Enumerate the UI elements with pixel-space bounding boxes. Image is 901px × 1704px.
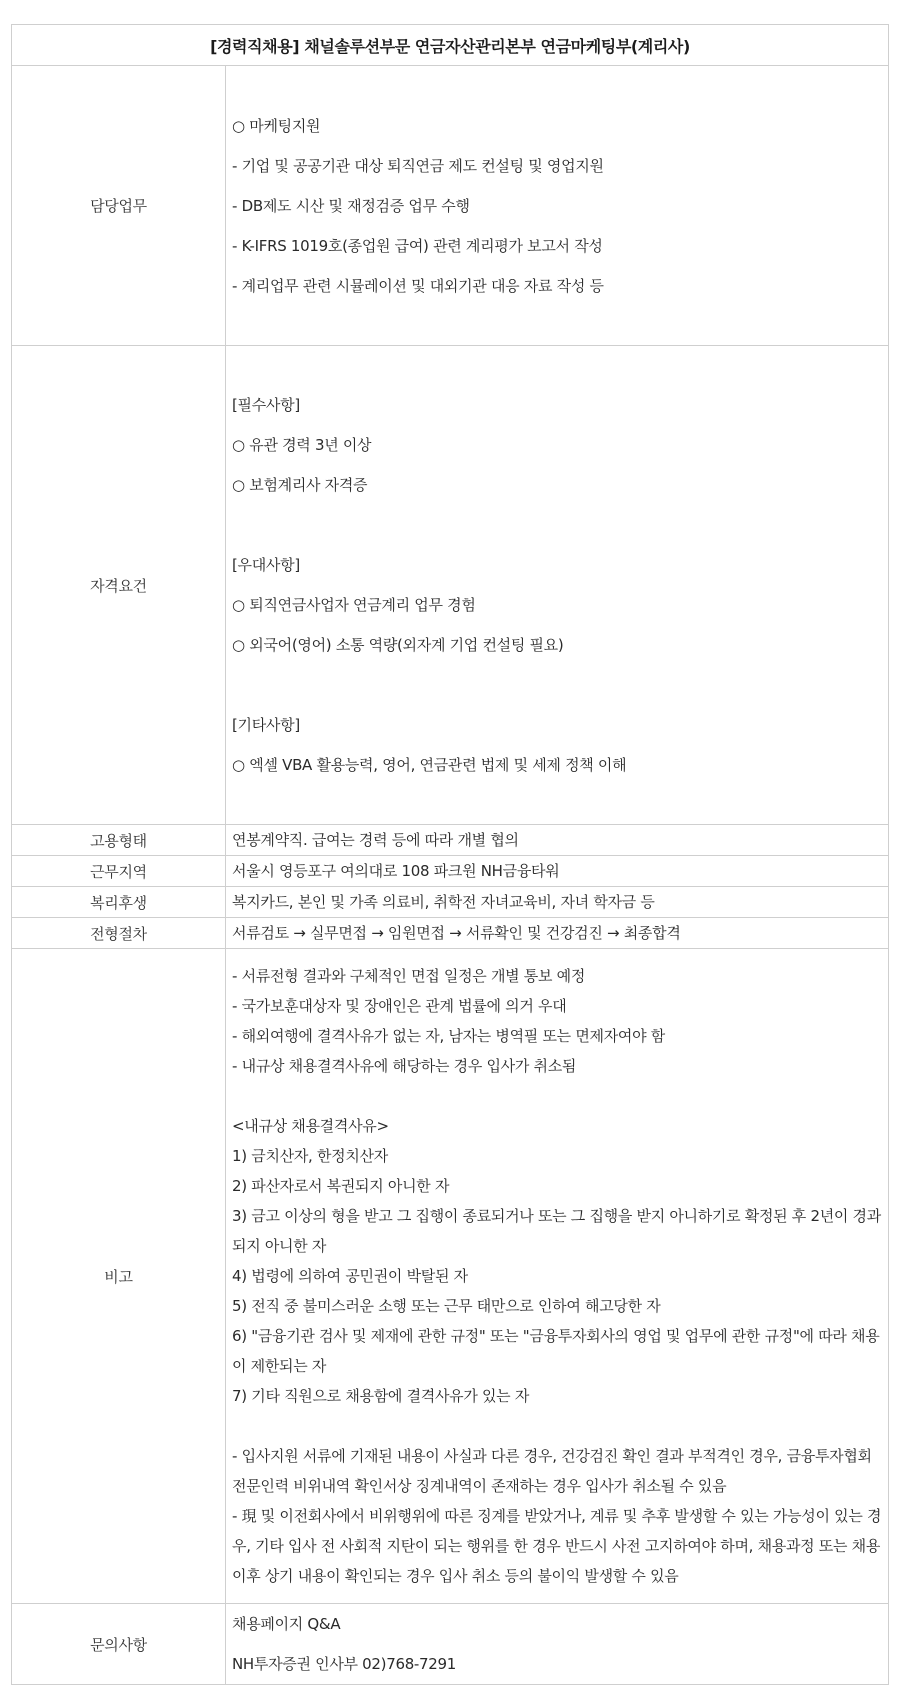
duty-line: - 기업 및 공공기관 대상 퇴직연금 제도 컨설팅 및 영업지원 (232, 156, 604, 175)
qualification-row (12, 346, 889, 825)
disqualification-item: 7) 기타 직원으로 채용함에 결격사유가 있는 자 (232, 1387, 530, 1405)
duty-label: 담당업무 (12, 66, 226, 346)
note-item: - 내규상 채용결격사유에 해당하는 경우 입사가 취소됨 (232, 1057, 577, 1075)
location-value (226, 856, 889, 887)
qualification-content (226, 346, 889, 825)
benefits-value (226, 887, 889, 918)
duty-line: - K-IFRS 1019호(종업원 급여) 관련 계리평가 보고서 작성 (232, 236, 603, 255)
other-heading: [기타사항] (232, 716, 300, 734)
notes-content (226, 949, 889, 1604)
duty-row (12, 66, 889, 346)
employment-text: 연봉계약직. 급여는 경력 등에 따라 개별 협의 (232, 831, 519, 849)
note-item: - 서류전형 결과와 구체적인 면접 일정은 개별 통보 예정 (232, 967, 586, 985)
spacer (232, 1081, 886, 1111)
spacer (232, 665, 884, 705)
preferred-item: ○ 외국어(영어) 소통 역량(외자계 기업 컨설팅 필요) (232, 636, 564, 654)
contact-content (226, 1604, 889, 1685)
duty-line: - DB제도 시산 및 재정검증 업무 수행 (232, 196, 470, 215)
disqualification-item: 3) 금고 이상의 형을 받고 그 집행이 종료되거나 또는 그 집행을 받지 아니하기로 확정된 후 2년이 경과되지 아니한 자 (232, 1207, 881, 1255)
contact-phone: NH투자증권 인사부 02)768-7291 (232, 1655, 457, 1673)
location-row (12, 856, 889, 887)
disqualification-heading: <내규상 채용결격사유> (232, 1117, 389, 1135)
preferred-item: ○ 퇴직연금사업자 연금계리 업무 경험 (232, 596, 476, 614)
duty-content (226, 66, 889, 346)
process-row (12, 918, 889, 949)
warning-item: - 입사지원 서류에 기재된 내용이 사실과 다른 경우, 건강검진 확인 결과 부적격인 경우, 금융투자협회 전문인력 비위내역 확인서상 징계내역이 존재하는 경우 입사가 취소될 수 있음 (232, 1447, 872, 1495)
required-item: ○ 유관 경력 3년 이상 (232, 436, 372, 454)
benefits-label: 복리후생 (12, 887, 226, 918)
employment-row (12, 825, 889, 856)
warning-item: - 現 및 이전회사에서 비위행위에 따른 징계를 받았거나, 계류 및 추후 발생할 수 있는 가능성이 있는 경우, 기타 입사 전 사회적 지탄이 되는 행위를 한 경우 반드시 사전 고지하여야 하며, 채용과정 또는 채용 이후 상기 내용이 확인되는 경우 입사 취소 등의 불이익 발생할 수 있음 (232, 1507, 882, 1585)
disqualification-item: 4) 법령에 의하여 공민권이 박탈된 자 (232, 1267, 468, 1285)
duty-line: ○ 마케팅지원 (232, 116, 321, 135)
employment-value (226, 825, 889, 856)
other-item: ○ 엑셀 VBA 활용능력, 영어, 연금관련 법제 및 세제 정책 이해 (232, 756, 627, 774)
preferred-heading: [우대사항] (232, 556, 300, 574)
duty-line: - 계리업무 관련 시뮬레이션 및 대외기관 대응 자료 작성 등 (232, 276, 604, 295)
notes-row (12, 949, 889, 1604)
location-text: 서울시 영등포구 여의대로 108 파크원 NH금융타워 (232, 862, 560, 880)
benefits-row (12, 887, 889, 918)
disqualification-item: 1) 금치산자, 한정치산자 (232, 1147, 388, 1165)
spacer (232, 505, 884, 545)
qualification-label: 자격요건 (12, 346, 226, 825)
disqualification-item: 2) 파산자로서 복권되지 아니한 자 (232, 1177, 450, 1195)
note-item: - 국가보훈대상자 및 장애인은 관계 법률에 의거 우대 (232, 997, 567, 1015)
notes-label: 비고 (12, 949, 226, 1604)
spacer (232, 1411, 886, 1441)
title-row (12, 25, 889, 66)
disqualification-item: 6) "금융기관 검사 및 제재에 관한 규정" 또는 "금융투자회사의 영업 및 업무에 관한 규정"에 따라 채용이 제한되는 자 (232, 1327, 880, 1375)
note-item: - 해외여행에 결격사유가 없는 자, 남자는 병역필 또는 면제자여야 함 (232, 1027, 665, 1045)
job-posting-table (11, 24, 889, 1685)
disqualification-item: 5) 전직 중 불미스러운 소행 또는 근무 태만으로 인하여 해고당한 자 (232, 1297, 661, 1315)
process-label: 전형절차 (12, 918, 226, 949)
required-item: ○ 보험계리사 자격증 (232, 476, 368, 494)
employment-label: 고용형태 (12, 825, 226, 856)
contact-row (12, 1604, 889, 1685)
process-text: 서류검토 → 실무면접 → 임원면접 → 서류확인 및 건강검진 → 최종합격 (232, 924, 681, 942)
location-label: 근무지역 (12, 856, 226, 887)
contact-qna: 채용페이지 Q&A (232, 1615, 341, 1633)
required-heading: [필수사항] (232, 396, 300, 414)
process-value (226, 918, 889, 949)
benefits-text: 복지카드, 본인 및 가족 의료비, 취학전 자녀교육비, 자녀 학자금 등 (232, 893, 655, 911)
contact-label: 문의사항 (12, 1604, 226, 1685)
posting-title: [경력직채용] 채널솔루션부문 연금자산관리본부 연금마케팅부(계리사) (12, 25, 889, 66)
